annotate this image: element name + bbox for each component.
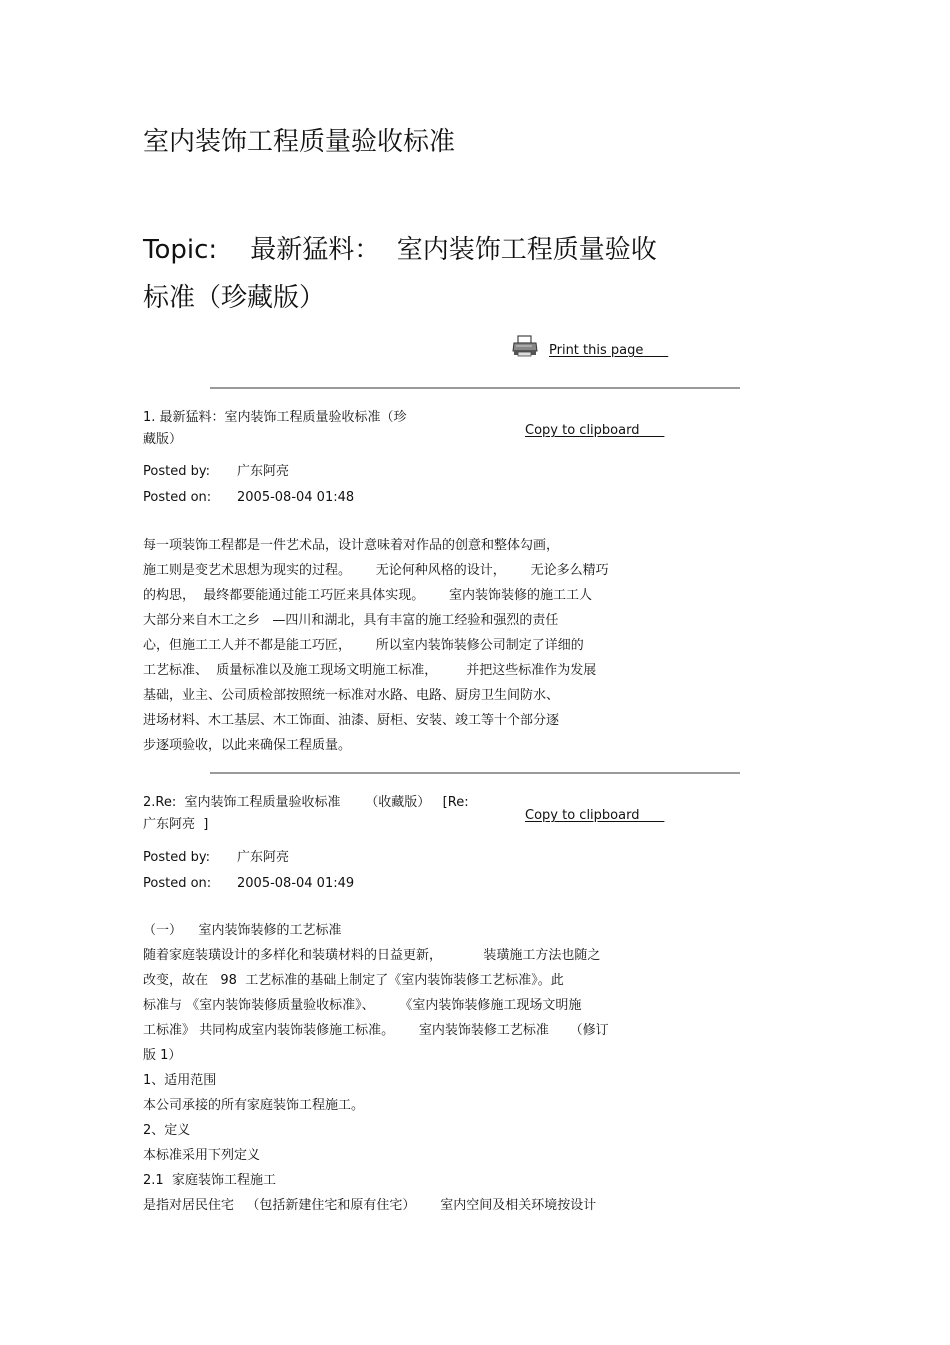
post-1-body-line: 心，但施工工人并不都是能工巧匠， 所以室内装饰装修公司制定了详细的 bbox=[143, 638, 584, 653]
post-2-posted-by bbox=[143, 845, 289, 871]
post-1-title-line-2: 藏版） bbox=[143, 432, 183, 447]
post-1-body-line: 基础，业主、公司质检部按照统一标准对水路、电路、厨房卫生间防水、 bbox=[143, 688, 560, 703]
post-1-title bbox=[143, 407, 453, 451]
post-1-body bbox=[143, 533, 683, 758]
print-page-link[interactable]: Print this page bbox=[549, 343, 644, 358]
copy-to-clipboard-link-2[interactable]: Copy to clipboard bbox=[525, 808, 640, 823]
post-2-body-line: 本公司承接的所有家庭装饰工程施工。 bbox=[143, 1098, 365, 1113]
topic-line-1: Topic: 最新猛料： 室内装饰工程质量验收 bbox=[143, 235, 657, 265]
posted-by-value: 广东阿亮 bbox=[237, 850, 290, 865]
post-1-body-line: 施工则是变艺术思想为现实的过程。 无论何种风格的设计， 无论多么精巧 bbox=[143, 563, 609, 578]
post-2-posted-on bbox=[143, 871, 354, 897]
post-1-body-line: 进场材料、木工基层、木工饰面、油漆、厨柜、安装、竣工等十个部分逐 bbox=[143, 713, 560, 728]
posted-by-value: 广东阿亮 bbox=[237, 464, 290, 479]
post-2-body-line: 本标准采用下列定义 bbox=[143, 1148, 261, 1163]
copy-to-clipboard-link-1[interactable]: Copy to clipboard bbox=[525, 423, 640, 438]
divider bbox=[210, 387, 740, 389]
post-2-body-line: 随着家庭装璜设计的多样化和装璜材料的日益更新， 装璜施工方法也随之 bbox=[143, 948, 601, 963]
posted-by-label: Posted by: bbox=[143, 850, 210, 865]
post-2-body-line: 2、定义 bbox=[143, 1123, 191, 1138]
post-2-title-line-2: 广东阿亮 ] bbox=[143, 817, 209, 832]
post-1-body-line: 的构思， 最终都要能通过能工巧匠来具体实现。 室内装饰装修的施工工人 bbox=[143, 588, 593, 603]
divider bbox=[210, 772, 740, 774]
post-1-title-line-1: 1. 最新猛料：室内装饰工程质量验收标准（珍 bbox=[143, 410, 407, 425]
post-1-body-line: 步逐项验收，以此来确保工程质量。 bbox=[143, 738, 352, 753]
posted-by-label: Posted by: bbox=[143, 464, 210, 479]
posted-on-label: Posted on: bbox=[143, 876, 212, 891]
post-2-body-line: 工标准》 共同构成室内装饰装修施工标准。 室内装饰装修工艺标准 （修订 bbox=[143, 1023, 609, 1038]
posted-on-label: Posted on: bbox=[143, 490, 212, 505]
topic-line-2: 标准（珍藏版） bbox=[143, 283, 326, 313]
post-2-body-line: （一） 室内装饰装修的工艺标准 bbox=[143, 923, 342, 938]
post-2-body-line: 标准与 《室内装饰装修质量验收标准》、 《室内装饰装修施工现场文明施 bbox=[143, 998, 582, 1013]
printer-icon[interactable] bbox=[512, 335, 538, 357]
post-1-posted-by bbox=[143, 459, 289, 485]
post-1-body-line: 大部分来自木工之乡 —四川和湖北，具有丰富的施工经验和强烈的责任 bbox=[143, 613, 559, 628]
post-1-body-line: 工艺标准、 质量标准以及施工现场文明施工标准， 并把这些标准作为发展 bbox=[143, 663, 597, 678]
post-2-title bbox=[143, 792, 523, 836]
post-2-body-line: 1、适用范围 bbox=[143, 1073, 217, 1088]
post-2-title-line-1: 2.Re: 室内装饰工程质量验收标准 （收藏版） [Re: bbox=[143, 795, 469, 810]
post-2-body bbox=[143, 918, 683, 1218]
post-2-body-line: 2.1 家庭装饰工程施工 bbox=[143, 1173, 276, 1188]
post-2-body-line: 版 1） bbox=[143, 1048, 182, 1063]
post-2-body-line: 是指对居民住宅 （包括新建住宅和原有住宅） 室内空间及相关环境按设计 bbox=[143, 1198, 597, 1213]
page-title: 室内装饰工程质量验收标准 bbox=[143, 127, 456, 157]
post-1-body-line: 每一项装饰工程都是一件艺术品，设计意味着对作品的创意和整体勾画， bbox=[143, 538, 560, 553]
topic-heading bbox=[143, 226, 703, 322]
posted-on-value: 2005-08-04 01:49 bbox=[237, 876, 355, 891]
post-1-posted-on bbox=[143, 485, 354, 511]
posted-on-value: 2005-08-04 01:48 bbox=[237, 490, 355, 505]
post-2-body-line: 改变，故在 98 工艺标准的基础上制定了《室内装饰装修工艺标准》。此 bbox=[143, 973, 564, 988]
